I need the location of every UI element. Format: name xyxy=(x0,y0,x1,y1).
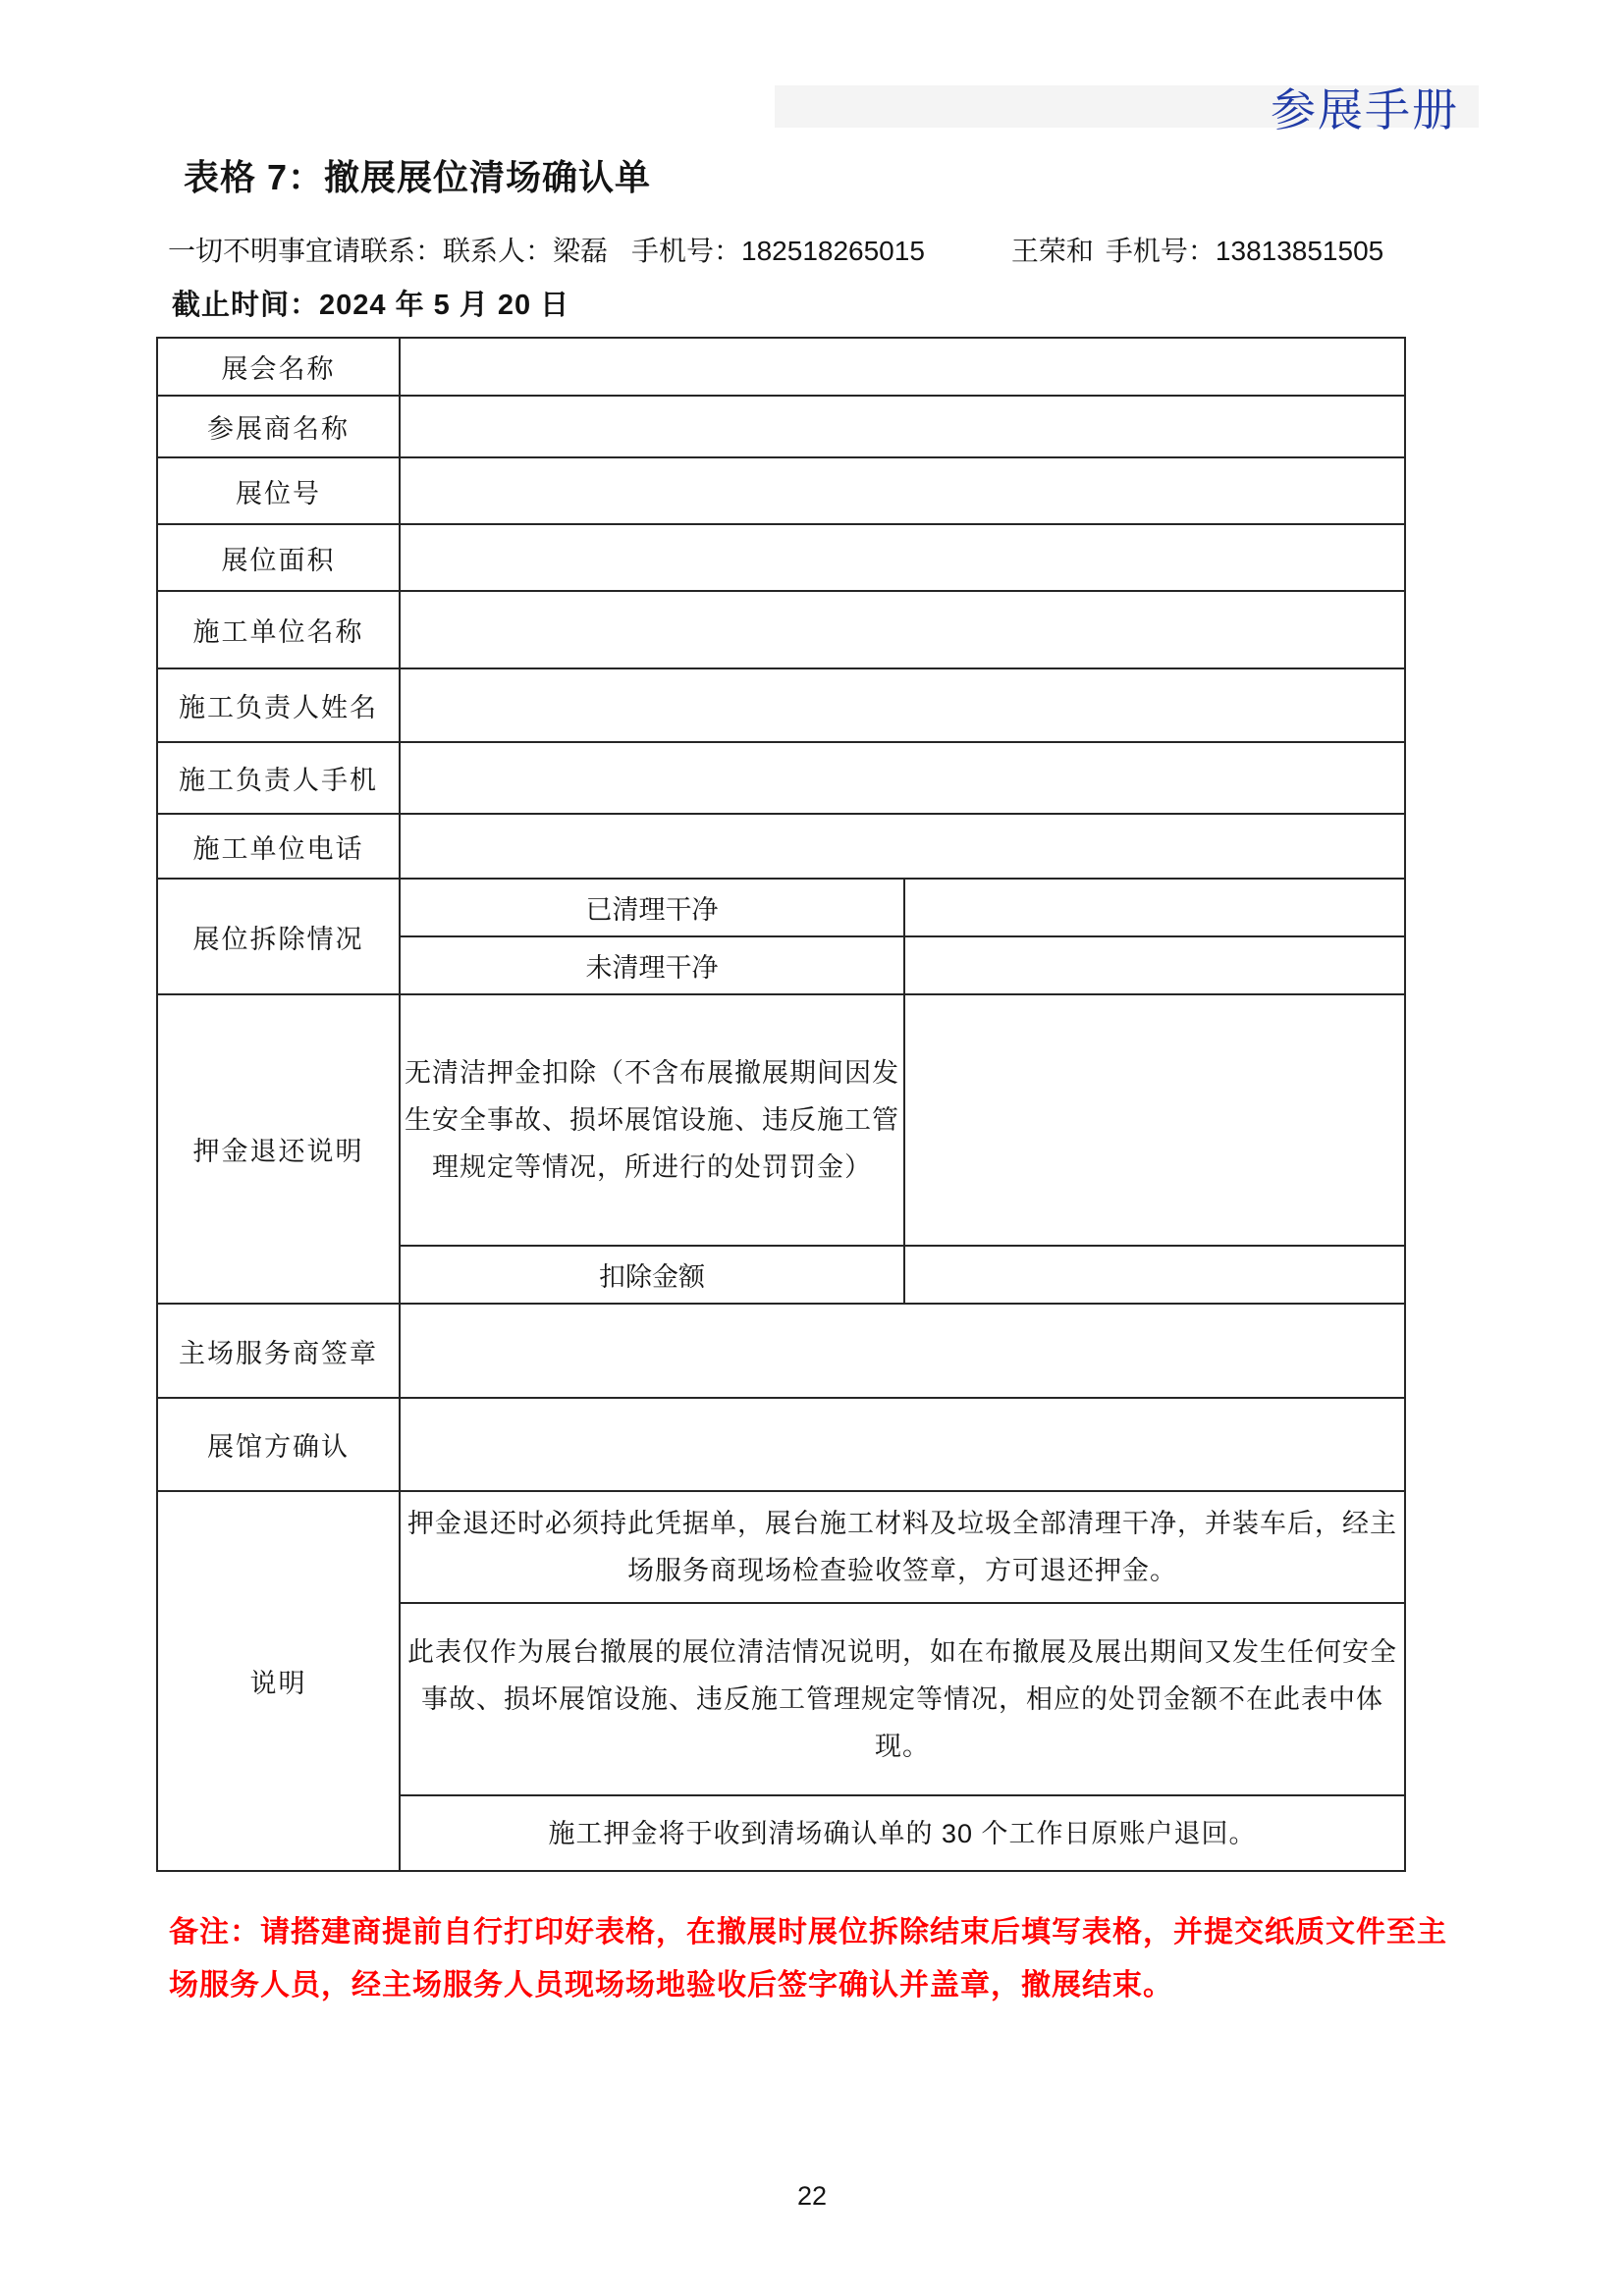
field-label-contractor-name: 施工单位名称 xyxy=(157,591,400,668)
field-label-dismantle-status: 展位拆除情况 xyxy=(157,879,400,994)
deadline-text: 截止时间：2024 年 5 月 20 日 xyxy=(172,290,570,321)
field-label-remarks: 说明 xyxy=(157,1491,400,1871)
deduction-amount-value-cell[interactable] xyxy=(904,1246,1405,1304)
field-label-contractor-manager-name: 施工负责人姓名 xyxy=(157,668,400,742)
contact-phone-1: 手机号：182518265015 xyxy=(631,236,925,266)
red-footnote: 备注：请搭建商提前自行打印好表格，在撤展时展位拆除结束后填写表格，并提交纸质文件至主场服务人员，经主场服务人员现场场地验收后签字确认并盖章，撤展结束。 xyxy=(169,1916,1447,2002)
field-value-contractor-phone[interactable] xyxy=(400,814,1405,879)
contact-person-1: 联系人：梁磊 xyxy=(443,236,609,266)
remark-item-1: 押金退还时必须持此凭据单，展台施工材料及垃圾全部清理干净，并装车后，经主场服务商现场检查验收签章，方可退还押金。 xyxy=(400,1491,1405,1603)
remark-item-2: 此表仅作为展台撤展的展位清洁情况说明，如在布撤展及展出期间又发生任何安全事故、损坏展馆设施、违反施工管理规定等情况，相应的处罚金额不在此表中体现。 xyxy=(400,1603,1405,1795)
contact-intro: 一切不明事宜请联系： xyxy=(168,236,444,266)
deduction-amount-label: 扣除金额 xyxy=(400,1246,904,1304)
contact-phone-2: 手机号：13813851505 xyxy=(1105,236,1384,266)
contact-info-line xyxy=(168,230,1383,269)
field-label-booth-number: 展位号 xyxy=(157,457,400,524)
organizer-seal-cell[interactable] xyxy=(400,1304,1405,1398)
field-label-contractor-manager-mobile: 施工负责人手机 xyxy=(157,742,400,814)
dismantle-option-cleaned: 已清理干净 xyxy=(400,879,904,936)
contact-person-2: 王荣和 xyxy=(1010,236,1094,266)
field-value-exhibitor-name[interactable] xyxy=(400,396,1405,457)
field-label-contractor-phone: 施工单位电话 xyxy=(157,814,400,879)
field-value-booth-number[interactable] xyxy=(400,457,1405,524)
field-label-organizer-seal: 主场服务商签章 xyxy=(157,1304,400,1398)
field-value-contractor-manager-mobile[interactable] xyxy=(400,742,1405,814)
field-label-deposit-refund: 押金退还说明 xyxy=(157,994,400,1304)
dismantle-option-not-cleaned: 未清理干净 xyxy=(400,936,904,994)
field-label-venue-confirm: 展馆方确认 xyxy=(157,1398,400,1491)
field-value-booth-area[interactable] xyxy=(400,524,1405,591)
field-label-exhibitor-name: 参展商名称 xyxy=(157,396,400,457)
venue-confirm-cell[interactable] xyxy=(400,1398,1405,1491)
remark-item-3: 施工押金将于收到清场确认单的 30 个工作日原账户退回。 xyxy=(400,1795,1405,1871)
field-value-contractor-manager-name[interactable] xyxy=(400,668,1405,742)
page-title: 表格 7：撤展展位清场确认单 xyxy=(184,157,652,197)
field-value-exhibition-name[interactable] xyxy=(400,338,1405,396)
field-value-contractor-name[interactable] xyxy=(400,591,1405,668)
dismantle-not-cleaned-check-cell[interactable] xyxy=(904,936,1405,994)
clearance-confirmation-table xyxy=(156,337,1406,1872)
field-label-booth-area: 展位面积 xyxy=(157,524,400,591)
field-label-exhibition-name: 展会名称 xyxy=(157,338,400,396)
deposit-refund-check-cell[interactable] xyxy=(904,994,1405,1246)
manual-header-label: 参展手册 xyxy=(1271,84,1459,135)
page-number: 22 xyxy=(796,2181,828,2211)
deposit-refund-description: 无清洁押金扣除（不含布展撤展期间因发生安全事故、损坏展馆设施、违反施工管理规定等情况，所进行的处罚罚金） xyxy=(400,994,904,1246)
dismantle-cleaned-check-cell[interactable] xyxy=(904,879,1405,936)
